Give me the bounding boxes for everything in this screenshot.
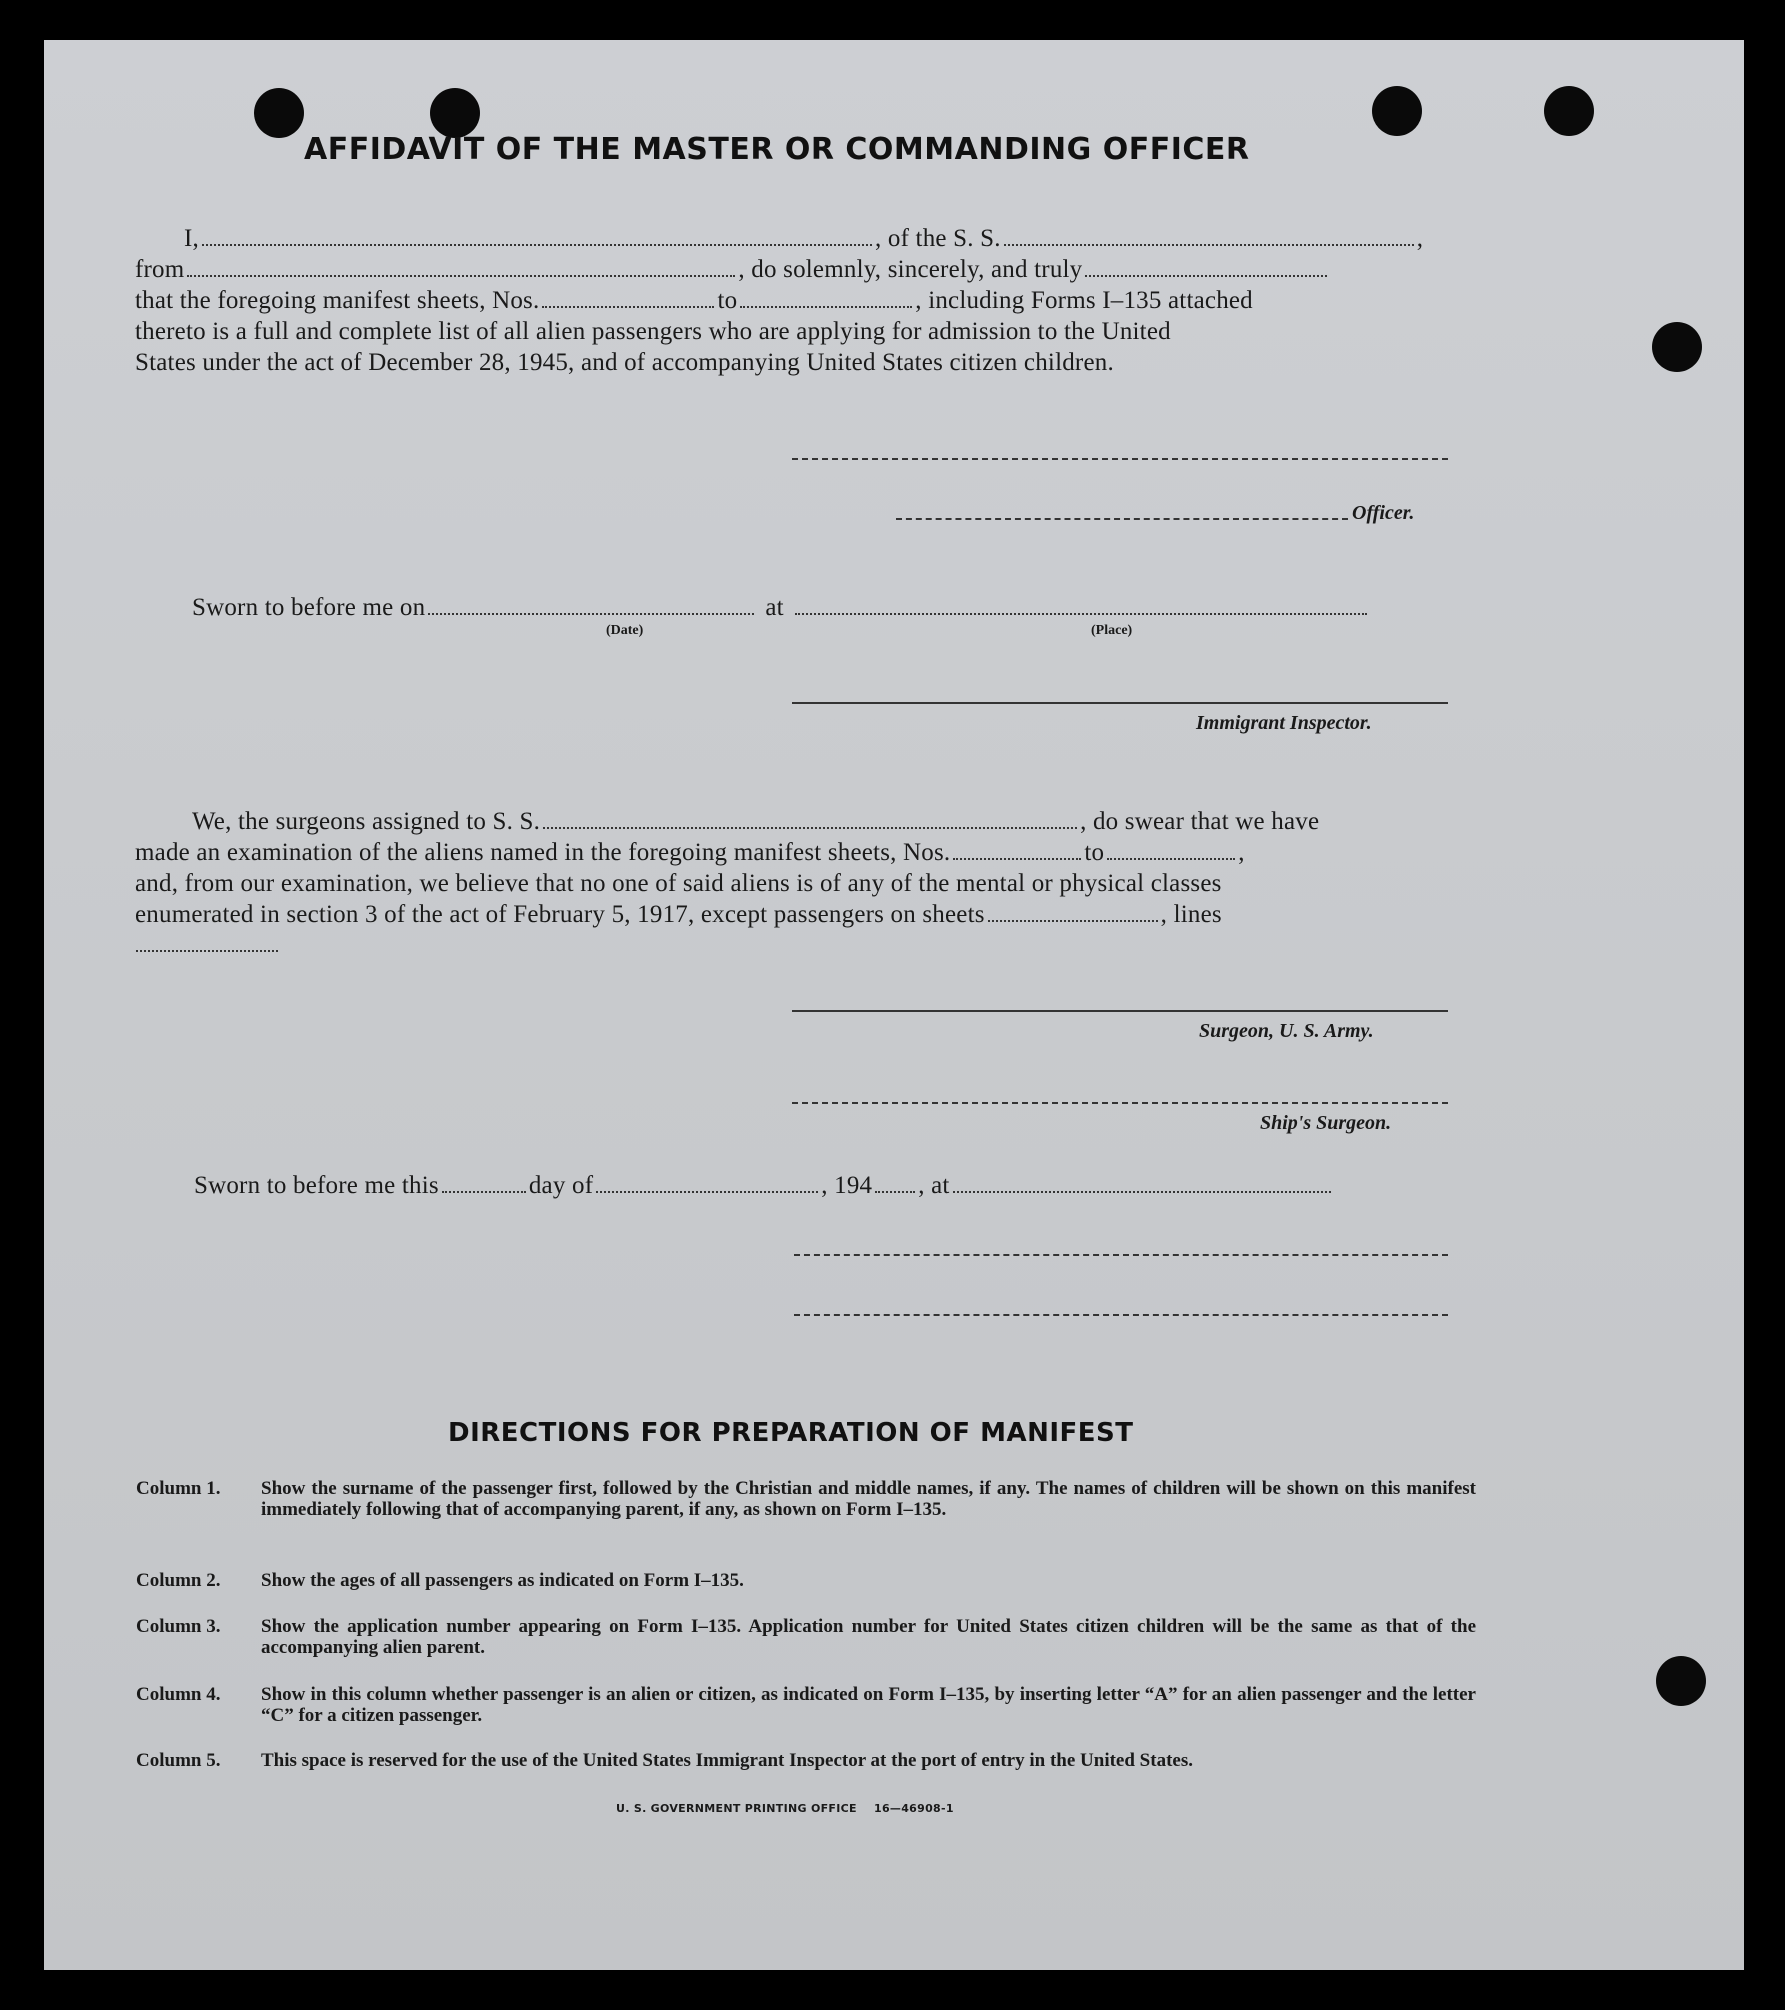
date-caption: (Date) — [606, 623, 644, 638]
affidavit-text: , of the S. S. — [874, 225, 1001, 252]
punch-hole — [1372, 86, 1422, 136]
direction-column-label: Column 2. — [136, 1570, 221, 1591]
affidavit-text: , including Forms I–135 attached — [915, 287, 1253, 314]
sworn-title-line[interactable] — [794, 1314, 1448, 1316]
surgeons-text: We, the surgeons assigned to S. S. — [192, 808, 541, 835]
officer-title-line[interactable] — [896, 518, 1348, 520]
affidavit-text: , — [1416, 225, 1424, 252]
sworn-text: , 194 — [821, 1172, 873, 1199]
sworn-text: at — [765, 594, 784, 621]
affidavit-line-4: thereto is a full and complete list of all alien passengers who are applying for admission to the United — [135, 318, 1171, 345]
punch-hole — [430, 88, 480, 138]
punch-hole — [254, 88, 304, 138]
affidavit-text: from — [135, 256, 185, 283]
ship-surgeon-signature-line[interactable] — [792, 1102, 1448, 1104]
directions-title: DIRECTIONS FOR PREPARATION OF MANIFEST — [448, 1418, 1134, 1448]
surgeons-ship-field[interactable] — [543, 827, 1077, 829]
printer-imprint: U. S. GOVERNMENT PRINTING OFFICE — [616, 1802, 857, 1815]
sworn-text: , at — [918, 1172, 950, 1199]
direction-text: This space is reserved for the use of the United States Immigrant Inspector at the port of entry in the United States. — [261, 1750, 1193, 1771]
surgeons-text: to — [1084, 839, 1105, 866]
direction-text: Show the surname of the passenger first, followed by the Christian and middle names, if any. The names of children will be shown on this manifest immediately following that of accompanying parent, if any, as shown on Form I–135. — [261, 1478, 1476, 1520]
month-field[interactable] — [596, 1191, 818, 1193]
form-page — [44, 40, 1744, 1970]
surgeons-line-3: and, from our examination, we believe that no one of said aliens is of any of the mental or physical classes — [135, 870, 1222, 897]
direction-column-label: Column 3. — [136, 1616, 221, 1637]
inspector-label: Immigrant Inspector. — [1196, 712, 1372, 734]
affidavit-text: , do solemnly, sincerely, and truly — [738, 256, 1083, 283]
from-port-field[interactable] — [187, 275, 735, 277]
army-surgeon-signature-line[interactable] — [792, 1010, 1448, 1012]
sworn-signature-line[interactable] — [794, 1254, 1448, 1256]
date-field[interactable] — [428, 613, 754, 615]
direction-item — [136, 1616, 1476, 1658]
direction-column-label: Column 1. — [136, 1478, 221, 1499]
army-surgeon-label: Surgeon, U. S. Army. — [1199, 1020, 1374, 1042]
surgeons-sheet-to-field[interactable] — [1107, 858, 1235, 860]
surgeons-text: , do swear that we have — [1080, 808, 1320, 835]
affidavit-line-5: States under the act of December 28, 1945, and of accompanying United States citizen children. — [135, 349, 1114, 376]
sworn-place-field[interactable] — [953, 1191, 1331, 1193]
surgeons-sheet-from-field[interactable] — [953, 858, 1081, 860]
surgeons-text: made an examination of the aliens named in the foregoing manifest sheets, Nos. — [135, 839, 951, 866]
surgeons-line-1 — [192, 808, 1319, 836]
except-sheets-field[interactable] — [988, 920, 1158, 922]
affidavit-text: that the foregoing manifest sheets, Nos. — [135, 287, 540, 314]
sworn-text: Sworn to before me this — [194, 1172, 439, 1199]
direction-item — [136, 1570, 1476, 1591]
oath-field[interactable] — [1085, 275, 1327, 277]
sworn-text: day of — [528, 1172, 594, 1199]
except-lines-field[interactable] — [136, 950, 278, 952]
sworn-line-2 — [194, 1172, 1334, 1200]
officer-label: Officer. — [1352, 502, 1415, 524]
affidavit-text: to — [717, 287, 738, 314]
inspector-signature-line[interactable] — [792, 702, 1448, 704]
day-field[interactable] — [442, 1191, 526, 1193]
page-title: AFFIDAVIT OF THE MASTER OR COMMANDING OFFICER — [304, 132, 1250, 167]
sheet-to-field[interactable] — [740, 306, 912, 308]
direction-column-label: Column 4. — [136, 1684, 221, 1705]
punch-hole — [1544, 86, 1594, 136]
punch-hole — [1656, 1656, 1706, 1706]
surgeons-line-4 — [135, 901, 1222, 929]
direction-item — [136, 1684, 1476, 1726]
direction-item — [136, 1478, 1476, 1520]
punch-hole — [1652, 322, 1702, 372]
direction-text: Show in this column whether passenger is an alien or citizen, as indicated on Form I–135, by inserting letter “A” for an alien passenger and the letter “C” for a citizen passenger. — [261, 1684, 1476, 1726]
master-name-field[interactable] — [202, 244, 872, 246]
surgeons-line-2 — [135, 839, 1245, 867]
affidavit-line-1 — [184, 225, 1423, 253]
place-caption: (Place) — [1091, 623, 1133, 638]
form-code: 16—46908-1 — [874, 1802, 954, 1815]
direction-text: Show the ages of all passengers as indicated on Form I–135. — [261, 1570, 744, 1591]
year-field[interactable] — [875, 1191, 915, 1193]
surgeons-text: , — [1238, 839, 1245, 866]
place-field[interactable] — [795, 613, 1367, 615]
sworn-line-1 — [192, 594, 1370, 622]
ship-name-field[interactable] — [1004, 244, 1414, 246]
affidavit-line-2 — [135, 256, 1330, 284]
affidavit-text: I, — [184, 225, 199, 252]
direction-column-label: Column 5. — [136, 1750, 221, 1771]
sworn-text: Sworn to before me on — [192, 594, 426, 621]
sheet-from-field[interactable] — [542, 306, 714, 308]
direction-item — [136, 1750, 1476, 1771]
direction-text: Show the application number appearing on Form I–135. Application number for United States citizen children will be the same as that of the accompanying alien parent. — [261, 1616, 1476, 1658]
ship-surgeon-label: Ship's Surgeon. — [1260, 1112, 1392, 1134]
officer-signature-line[interactable] — [792, 458, 1448, 460]
surgeons-text: enumerated in section 3 of the act of February 5, 1917, except passengers on sheets — [135, 901, 985, 928]
surgeons-text: , lines — [1160, 901, 1222, 928]
affidavit-line-3 — [135, 287, 1253, 315]
